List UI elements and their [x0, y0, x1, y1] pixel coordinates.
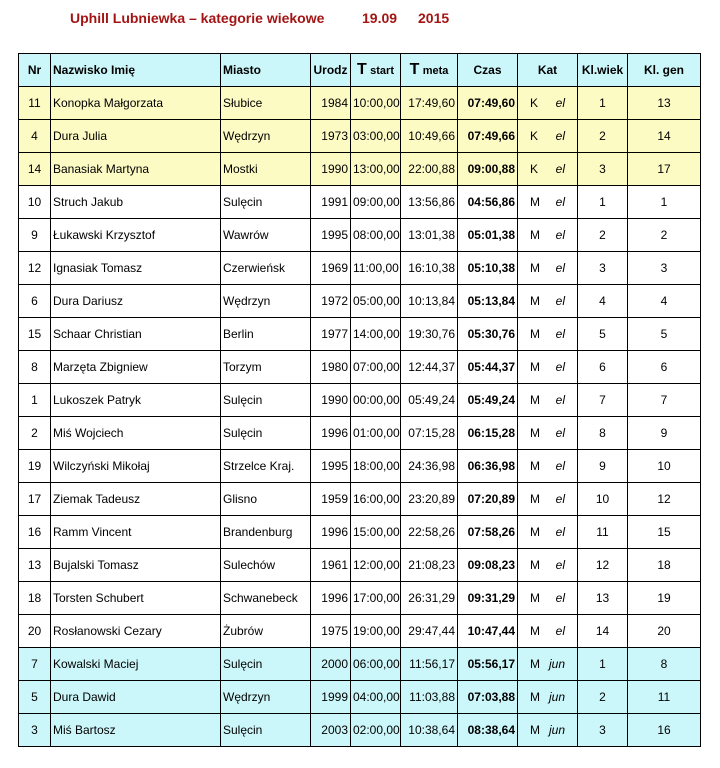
col-kat: Kat — [518, 54, 578, 87]
cell-born: 1969 — [311, 252, 351, 285]
cell-kat-category: el — [555, 294, 565, 308]
cell-kat — [518, 681, 578, 714]
table-row — [19, 582, 701, 615]
cell-kat-category: el — [555, 624, 565, 638]
cell-t-meta: 29:47,44 — [401, 615, 458, 648]
cell-kat — [518, 384, 578, 417]
cell-t-meta: 11:03,88 — [401, 681, 458, 714]
cell-t-start: 13:00,00 — [351, 153, 401, 186]
table-row — [19, 252, 701, 285]
cell-kat-sex: M — [530, 690, 540, 704]
cell-t-start: 17:00,00 — [351, 582, 401, 615]
cell-kl-wiek: 1 — [578, 186, 628, 219]
cell-time: 10:47,44 — [458, 615, 518, 648]
col-t-start — [351, 54, 401, 87]
cell-t-start: 09:00,00 — [351, 186, 401, 219]
cell-born: 1991 — [311, 186, 351, 219]
col-nr: Nr — [19, 54, 51, 87]
cell-kl-gen: 10 — [628, 450, 701, 483]
cell-kat — [518, 582, 578, 615]
header-row — [19, 54, 701, 87]
cell-nr: 10 — [19, 186, 51, 219]
cell-kat — [518, 351, 578, 384]
cell-kl-wiek: 2 — [578, 120, 628, 153]
cell-t-start: 19:00,00 — [351, 615, 401, 648]
cell-t-meta: 07:15,28 — [401, 417, 458, 450]
cell-t-meta: 26:31,29 — [401, 582, 458, 615]
cell-nr: 18 — [19, 582, 51, 615]
cell-kl-wiek: 10 — [578, 483, 628, 516]
cell-nr: 15 — [19, 318, 51, 351]
cell-kat-sex: M — [530, 492, 540, 506]
cell-born: 1977 — [311, 318, 351, 351]
cell-t-start: 06:00,00 — [351, 648, 401, 681]
cell-name: Rosłanowski Cezary — [51, 615, 221, 648]
cell-time: 06:15,28 — [458, 417, 518, 450]
col-city: Miasto — [221, 54, 311, 87]
cell-kl-gen: 1 — [628, 186, 701, 219]
cell-time: 07:03,88 — [458, 681, 518, 714]
table-row — [19, 351, 701, 384]
col-name: Nazwisko Imię — [51, 54, 221, 87]
cell-t-meta: 16:10,38 — [401, 252, 458, 285]
cell-t-meta: 17:49,60 — [401, 87, 458, 120]
cell-kat-category: el — [555, 261, 565, 275]
cell-kat-sex: M — [530, 591, 540, 605]
cell-t-start: 04:00,00 — [351, 681, 401, 714]
cell-kl-gen: 8 — [628, 648, 701, 681]
cell-kat-category: el — [555, 129, 565, 143]
cell-kat — [518, 252, 578, 285]
cell-t-start: 07:00,00 — [351, 351, 401, 384]
cell-t-meta: 13:56,86 — [401, 186, 458, 219]
cell-t-start: 11:00,00 — [351, 252, 401, 285]
cell-nr: 9 — [19, 219, 51, 252]
cell-born: 1996 — [311, 582, 351, 615]
cell-t-meta: 21:08,23 — [401, 549, 458, 582]
cell-kat-sex: M — [530, 195, 540, 209]
cell-t-start: 08:00,00 — [351, 219, 401, 252]
cell-t-meta: 24:36,98 — [401, 450, 458, 483]
cell-name: Torsten Schubert — [51, 582, 221, 615]
col-t-meta-small: meta — [422, 65, 449, 77]
cell-t-start: 03:00,00 — [351, 120, 401, 153]
cell-time: 09:31,29 — [458, 582, 518, 615]
cell-born: 1980 — [311, 351, 351, 384]
results-body — [19, 87, 701, 747]
cell-kat-category: jun — [548, 657, 565, 671]
cell-kat-category: el — [555, 558, 565, 572]
cell-t-meta: 12:44,37 — [401, 351, 458, 384]
table-row — [19, 516, 701, 549]
cell-nr: 17 — [19, 483, 51, 516]
cell-time: 09:08,23 — [458, 549, 518, 582]
cell-t-start: 18:00,00 — [351, 450, 401, 483]
cell-t-meta: 10:13,84 — [401, 285, 458, 318]
cell-name: Dura Dawid — [51, 681, 221, 714]
cell-t-meta: 10:49,66 — [401, 120, 458, 153]
cell-kat-sex: M — [530, 294, 540, 308]
cell-city: Wędrzyn — [221, 285, 311, 318]
table-row — [19, 219, 701, 252]
cell-kl-gen: 7 — [628, 384, 701, 417]
cell-kat-sex: M — [530, 723, 540, 737]
cell-nr: 7 — [19, 648, 51, 681]
cell-kl-wiek: 2 — [578, 681, 628, 714]
results-table — [18, 53, 701, 747]
title-year: 2015 — [418, 10, 450, 26]
cell-name: Ziemak Tadeusz — [51, 483, 221, 516]
cell-nr: 6 — [19, 285, 51, 318]
cell-kat-category: jun — [548, 723, 565, 737]
cell-kl-wiek: 8 — [578, 417, 628, 450]
cell-kat — [518, 714, 578, 747]
cell-nr: 20 — [19, 615, 51, 648]
table-row — [19, 318, 701, 351]
cell-kl-gen: 20 — [628, 615, 701, 648]
cell-kl-gen: 15 — [628, 516, 701, 549]
cell-kl-wiek: 6 — [578, 351, 628, 384]
cell-born: 1996 — [311, 516, 351, 549]
cell-born: 1990 — [311, 384, 351, 417]
cell-born: 1995 — [311, 450, 351, 483]
cell-kl-wiek: 12 — [578, 549, 628, 582]
cell-nr: 3 — [19, 714, 51, 747]
cell-t-meta: 11:56,17 — [401, 648, 458, 681]
col-t-meta-big: T — [409, 61, 420, 78]
cell-kat — [518, 219, 578, 252]
cell-time: 07:49,60 — [458, 87, 518, 120]
cell-kat-sex: M — [530, 228, 540, 242]
cell-time: 05:10,38 — [458, 252, 518, 285]
table-row — [19, 450, 701, 483]
table-row — [19, 186, 701, 219]
cell-time: 07:20,89 — [458, 483, 518, 516]
cell-city: Wędrzyn — [221, 120, 311, 153]
cell-name: Bujalski Tomasz — [51, 549, 221, 582]
cell-t-meta: 05:49,24 — [401, 384, 458, 417]
cell-city: Berlin — [221, 318, 311, 351]
cell-kat-sex: M — [530, 261, 540, 275]
cell-kl-wiek: 4 — [578, 285, 628, 318]
cell-kl-gen: 11 — [628, 681, 701, 714]
cell-name: Lukoszek Patryk — [51, 384, 221, 417]
table-row — [19, 549, 701, 582]
cell-born: 1990 — [311, 153, 351, 186]
cell-kat — [518, 285, 578, 318]
cell-kat-sex: M — [530, 360, 540, 374]
cell-name: Wilczyński Mikołaj — [51, 450, 221, 483]
cell-time: 07:49,66 — [458, 120, 518, 153]
cell-kat — [518, 318, 578, 351]
cell-born: 1995 — [311, 219, 351, 252]
cell-kl-wiek: 14 — [578, 615, 628, 648]
cell-t-start: 14:00,00 — [351, 318, 401, 351]
table-row — [19, 87, 701, 120]
cell-kat — [518, 186, 578, 219]
cell-kat-category: el — [555, 459, 565, 473]
cell-time: 06:36,98 — [458, 450, 518, 483]
cell-kat-sex: K — [530, 162, 539, 176]
cell-name: Konopka Małgorzata — [51, 87, 221, 120]
cell-t-meta: 10:38,64 — [401, 714, 458, 747]
col-time: Czas — [458, 54, 518, 87]
cell-kl-gen: 2 — [628, 219, 701, 252]
cell-kat-sex: M — [530, 525, 540, 539]
cell-t-meta: 19:30,76 — [401, 318, 458, 351]
cell-kat-category: el — [555, 426, 565, 440]
cell-kat — [518, 417, 578, 450]
cell-kl-gen: 6 — [628, 351, 701, 384]
cell-city: Schwanebeck — [221, 582, 311, 615]
cell-t-start: 10:00,00 — [351, 87, 401, 120]
cell-name: Miś Wojciech — [51, 417, 221, 450]
cell-kat-category: el — [555, 591, 565, 605]
cell-kat-sex: M — [530, 426, 540, 440]
cell-kat-sex: M — [530, 657, 540, 671]
cell-kl-gen: 14 — [628, 120, 701, 153]
cell-city: Czerwieńsk — [221, 252, 311, 285]
cell-kl-wiek: 1 — [578, 87, 628, 120]
cell-name: Struch Jakub — [51, 186, 221, 219]
cell-kat-category: el — [555, 327, 565, 341]
cell-t-meta: 13:01,38 — [401, 219, 458, 252]
cell-t-meta: 22:00,88 — [401, 153, 458, 186]
cell-nr: 11 — [19, 87, 51, 120]
col-t-meta — [401, 54, 458, 87]
cell-kl-wiek: 7 — [578, 384, 628, 417]
cell-kl-wiek: 3 — [578, 714, 628, 747]
cell-time: 07:58,26 — [458, 516, 518, 549]
cell-born: 1973 — [311, 120, 351, 153]
cell-kl-gen: 12 — [628, 483, 701, 516]
cell-kl-wiek: 2 — [578, 219, 628, 252]
cell-kl-gen: 9 — [628, 417, 701, 450]
table-row — [19, 483, 701, 516]
cell-kat — [518, 87, 578, 120]
cell-kl-gen: 3 — [628, 252, 701, 285]
cell-city: Sulęcin — [221, 417, 311, 450]
cell-kl-gen: 19 — [628, 582, 701, 615]
cell-time: 05:01,38 — [458, 219, 518, 252]
cell-kat-category: el — [555, 96, 565, 110]
cell-nr: 8 — [19, 351, 51, 384]
cell-nr: 1 — [19, 384, 51, 417]
cell-name: Łukawski Krzysztof — [51, 219, 221, 252]
cell-born: 1975 — [311, 615, 351, 648]
cell-city: Torzym — [221, 351, 311, 384]
cell-city: Glisno — [221, 483, 311, 516]
cell-city: Żubrów — [221, 615, 311, 648]
cell-kat — [518, 648, 578, 681]
cell-kat-sex: M — [530, 327, 540, 341]
cell-name: Ramm Vincent — [51, 516, 221, 549]
cell-name: Kowalski Maciej — [51, 648, 221, 681]
cell-born: 1996 — [311, 417, 351, 450]
cell-nr: 19 — [19, 450, 51, 483]
cell-t-start: 05:00,00 — [351, 285, 401, 318]
cell-time: 05:13,84 — [458, 285, 518, 318]
table-row — [19, 417, 701, 450]
cell-time: 05:56,17 — [458, 648, 518, 681]
cell-time: 09:00,88 — [458, 153, 518, 186]
cell-kl-gen: 18 — [628, 549, 701, 582]
col-born: Urodz — [311, 54, 351, 87]
cell-city: Słubice — [221, 87, 311, 120]
cell-nr: 4 — [19, 120, 51, 153]
cell-name: Dura Dariusz — [51, 285, 221, 318]
cell-kat-category: el — [555, 195, 565, 209]
cell-kl-wiek: 3 — [578, 153, 628, 186]
cell-nr: 2 — [19, 417, 51, 450]
cell-nr: 16 — [19, 516, 51, 549]
cell-name: Miś Bartosz — [51, 714, 221, 747]
cell-name: Ignasiak Tomasz — [51, 252, 221, 285]
cell-kat-sex: K — [530, 96, 539, 110]
table-row — [19, 681, 701, 714]
table-row — [19, 648, 701, 681]
table-row — [19, 384, 701, 417]
col-t-start-big: T — [357, 61, 367, 78]
cell-nr: 5 — [19, 681, 51, 714]
cell-t-meta: 22:58,26 — [401, 516, 458, 549]
cell-kat-sex: M — [530, 624, 540, 638]
title-text: Uphill Lubniewka – kategorie wiekowe — [70, 10, 325, 26]
cell-born: 2000 — [311, 648, 351, 681]
cell-kat-category: el — [555, 162, 565, 176]
cell-name: Dura Julia — [51, 120, 221, 153]
cell-kat — [518, 153, 578, 186]
cell-kat-category: el — [555, 492, 565, 506]
cell-time: 05:44,37 — [458, 351, 518, 384]
col-kl-wiek: Kl.wiek — [578, 54, 628, 87]
cell-kl-wiek: 1 — [578, 648, 628, 681]
cell-kl-wiek: 3 — [578, 252, 628, 285]
cell-born: 1959 — [311, 483, 351, 516]
cell-kat — [518, 549, 578, 582]
cell-t-meta: 23:20,89 — [401, 483, 458, 516]
cell-name: Banasiak Martyna — [51, 153, 221, 186]
cell-kl-wiek: 11 — [578, 516, 628, 549]
cell-kl-wiek: 13 — [578, 582, 628, 615]
cell-born: 1972 — [311, 285, 351, 318]
cell-kl-gen: 17 — [628, 153, 701, 186]
cell-city: Sulęcin — [221, 648, 311, 681]
cell-t-start: 16:00,00 — [351, 483, 401, 516]
cell-kat-sex: M — [530, 558, 540, 572]
col-t-start-small: start — [370, 65, 394, 77]
cell-kat-category: el — [555, 360, 565, 374]
cell-kl-gen: 4 — [628, 285, 701, 318]
cell-city: Sulęcin — [221, 384, 311, 417]
cell-time: 05:30,76 — [458, 318, 518, 351]
cell-kat-category: jun — [548, 690, 565, 704]
cell-kl-gen: 13 — [628, 87, 701, 120]
cell-kat-sex: M — [530, 459, 540, 473]
cell-nr: 13 — [19, 549, 51, 582]
cell-time: 08:38,64 — [458, 714, 518, 747]
cell-t-start: 00:00,00 — [351, 384, 401, 417]
cell-kat-category: el — [555, 228, 565, 242]
table-row — [19, 285, 701, 318]
table-row — [19, 714, 701, 747]
table-row — [19, 153, 701, 186]
cell-kl-gen: 5 — [628, 318, 701, 351]
table-row — [19, 615, 701, 648]
cell-nr: 12 — [19, 252, 51, 285]
cell-city: Mostki — [221, 153, 311, 186]
cell-t-start: 15:00,00 — [351, 516, 401, 549]
cell-city: Strzelce Kraj. — [221, 450, 311, 483]
cell-born: 1984 — [311, 87, 351, 120]
cell-t-start: 12:00,00 — [351, 549, 401, 582]
cell-kl-wiek: 5 — [578, 318, 628, 351]
cell-born: 2003 — [311, 714, 351, 747]
cell-born: 1999 — [311, 681, 351, 714]
cell-time: 04:56,86 — [458, 186, 518, 219]
cell-kat — [518, 120, 578, 153]
cell-city: Brandenburg — [221, 516, 311, 549]
cell-kat-sex: K — [530, 129, 539, 143]
cell-city: Wawrów — [221, 219, 311, 252]
cell-kat-category: el — [555, 393, 565, 407]
cell-kl-gen: 16 — [628, 714, 701, 747]
cell-kat — [518, 516, 578, 549]
cell-kat-sex: M — [530, 393, 540, 407]
cell-kat-category: el — [555, 525, 565, 539]
page-title — [0, 10, 720, 30]
cell-born: 1961 — [311, 549, 351, 582]
cell-city: Sulęcin — [221, 186, 311, 219]
cell-kat — [518, 615, 578, 648]
cell-time: 05:49,24 — [458, 384, 518, 417]
cell-nr: 14 — [19, 153, 51, 186]
cell-kl-wiek: 9 — [578, 450, 628, 483]
cell-city: Sulęcin — [221, 714, 311, 747]
table-row — [19, 120, 701, 153]
cell-name: Marzęta Zbigniew — [51, 351, 221, 384]
cell-city: Wędrzyn — [221, 681, 311, 714]
cell-t-start: 01:00,00 — [351, 417, 401, 450]
cell-kat — [518, 450, 578, 483]
cell-city: Sulechów — [221, 549, 311, 582]
col-kl-gen: Kl. gen — [628, 54, 701, 87]
title-date: 19.09 — [362, 10, 398, 26]
cell-kat — [518, 483, 578, 516]
cell-t-start: 02:00,00 — [351, 714, 401, 747]
cell-name: Schaar Christian — [51, 318, 221, 351]
